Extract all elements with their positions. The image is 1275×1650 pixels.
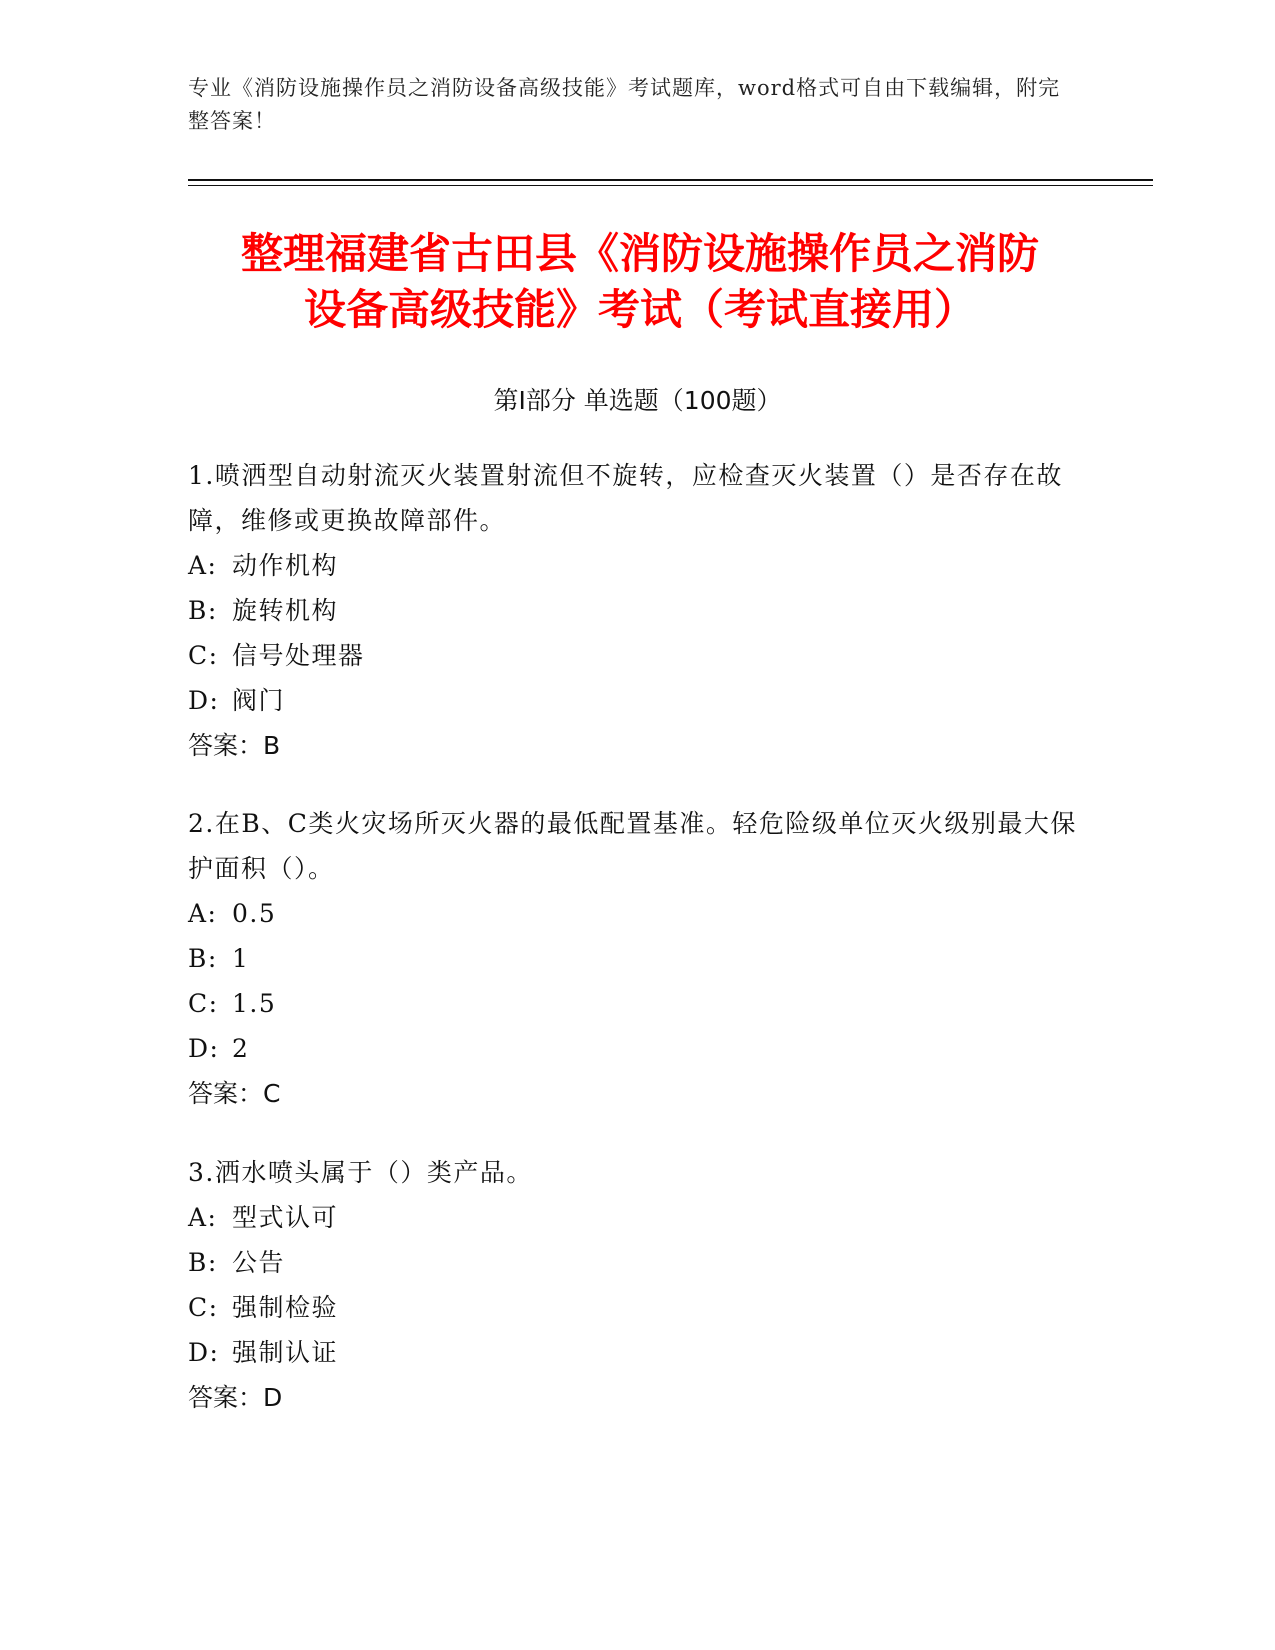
question-stem: 3.洒水喷头属于（）类产品。 xyxy=(188,1158,533,1187)
answer: 答案：C xyxy=(188,1079,281,1108)
header-note: 专业《消防设施操作员之消防设备高级技能》考试题库，word格式可自由下载编辑，附完整答案！ xyxy=(188,76,1061,133)
option-text: 1 xyxy=(232,944,250,973)
answer: 答案：B xyxy=(188,731,281,760)
option-key: D: xyxy=(188,1034,220,1063)
option-d xyxy=(188,1026,1078,1071)
option-a xyxy=(188,1195,1078,1240)
option-d xyxy=(188,678,1078,723)
option-text: 动作机构 xyxy=(232,551,339,580)
header-divider-thick xyxy=(188,179,1153,181)
option-b xyxy=(188,936,1078,981)
option-c xyxy=(188,633,1078,678)
option-key: D: xyxy=(188,686,220,715)
option-text: 公告 xyxy=(232,1248,286,1277)
option-key: C: xyxy=(188,989,219,1018)
option-text: 旋转机构 xyxy=(232,596,339,625)
document-title-line-1: 整理福建省古田县《消防设施操作员之消防 xyxy=(240,229,1039,278)
option-text: 型式认可 xyxy=(232,1203,339,1232)
option-key: B: xyxy=(188,944,218,973)
option-text: 强制认证 xyxy=(232,1338,339,1367)
option-text: 1.5 xyxy=(232,989,277,1018)
option-a xyxy=(188,543,1078,588)
option-text: 2 xyxy=(232,1034,250,1063)
document-title-line-2: 设备高级技能》考试（考试直接用） xyxy=(303,285,976,334)
option-key: B: xyxy=(188,1248,218,1277)
option-c xyxy=(188,981,1078,1026)
option-key: C: xyxy=(188,1293,219,1322)
option-key: A: xyxy=(188,551,218,580)
option-a xyxy=(188,891,1078,936)
option-key: C: xyxy=(188,641,219,670)
question-stem: 2.在B、C类火灾场所灭火器的最低配置基准。轻危险级单位灭火级别最大保护面积（）。 xyxy=(188,809,1077,883)
option-b xyxy=(188,1240,1078,1285)
option-d xyxy=(188,1330,1078,1375)
header-divider-thin xyxy=(188,185,1153,186)
question-1 xyxy=(188,453,1078,768)
option-text: 0.5 xyxy=(232,899,277,928)
option-text: 强制检验 xyxy=(232,1293,339,1322)
document-title xyxy=(160,226,1120,338)
question-3 xyxy=(188,1150,1078,1420)
option-b xyxy=(188,588,1078,633)
option-text: 阀门 xyxy=(232,686,286,715)
option-key: A: xyxy=(188,1203,218,1232)
option-key: B: xyxy=(188,596,218,625)
section-heading: 第Ⅰ部分 单选题（100题） xyxy=(493,386,782,415)
question-stem: 1.喷洒型自动射流灭火装置射流但不旋转，应检查灭火装置（）是否存在故障，维修或更换故障部件。 xyxy=(188,461,1063,535)
option-c xyxy=(188,1285,1078,1330)
option-key: D: xyxy=(188,1338,220,1367)
question-2 xyxy=(188,801,1078,1116)
option-text: 信号处理器 xyxy=(232,641,365,670)
answer: 答案：D xyxy=(188,1383,283,1412)
option-key: A: xyxy=(188,899,218,928)
